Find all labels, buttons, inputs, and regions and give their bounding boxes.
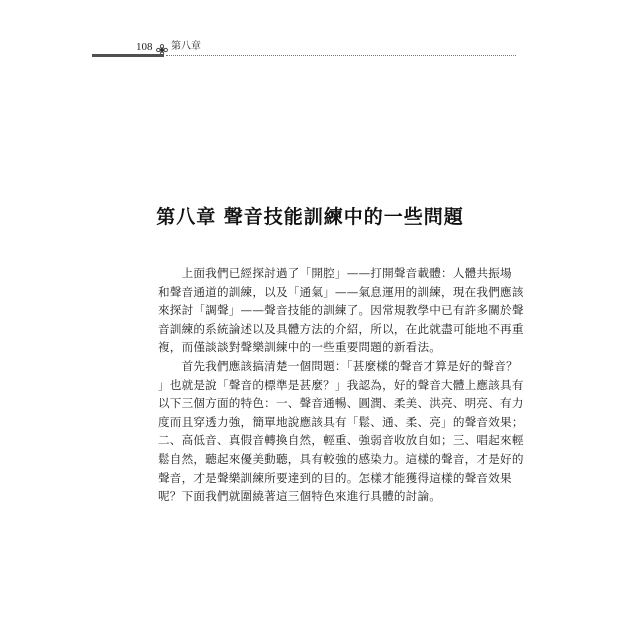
header-rule xyxy=(166,55,516,56)
page-number: 108 xyxy=(136,41,153,53)
paragraph-2 xyxy=(158,357,524,506)
text-line: 度而且穿透力強，簡單地說應該具有「鬆、通、柔、亮」的聲音效果； xyxy=(158,414,524,429)
text-line: 音訓練的系統論述以及具體方法的介紹，所以，在此就盡可能地不再重 xyxy=(158,321,524,336)
header-bar xyxy=(92,54,164,57)
text-line: 呢？下面我們就圍繞著這三個特色來進行具體的討論。 xyxy=(158,489,442,504)
text-line: 聲音，才是聲樂訓練所要達到的目的。怎樣才能獲得這樣的聲音效果 xyxy=(158,470,512,485)
flower-ornament-icon xyxy=(156,41,168,53)
running-header xyxy=(92,40,522,62)
text-line: 二、高低音、真假音轉換自然，輕重、強弱音收放自如；三、唱起來輕 xyxy=(158,433,524,448)
text-line: 來探討「調聲」——聲音技能的訓練了。因常規教學中已有許多關於聲 xyxy=(158,303,524,318)
paragraph-1 xyxy=(158,264,524,357)
text-line: 複，而僅談談對聲樂訓練中的一些重要問題的新看法。 xyxy=(158,340,442,355)
header-chapter-label: 第八章 xyxy=(171,41,201,52)
text-line: 」也就是說「聲音的標準是甚麼？」我認為，好的聲音大體上應該具有 xyxy=(158,377,524,392)
text-line: 以下三個方面的特色：一、聲音通暢、圓潤、柔美、洪亮、明亮、有力 xyxy=(158,396,524,411)
text-line: 上面我們已經探討過了「開腔」——打開聲音載體：人體共振場 xyxy=(158,266,512,280)
body-text xyxy=(158,264,524,506)
text-line: 鬆自然，聽起來優美動聽，具有較強的感染力。這樣的聲音，才是好的 xyxy=(158,451,524,466)
text-line: 和聲音通道的訓練，以及「通氣」——氣息運用的訓練，現在我們應該 xyxy=(158,284,524,299)
chapter-title: 第八章 聲音技能訓練中的一些問題 xyxy=(156,206,464,228)
text-line: 首先我們應該搞清楚一個問題：「甚麼樣的聲音才算是好的聲音？ xyxy=(158,358,518,373)
